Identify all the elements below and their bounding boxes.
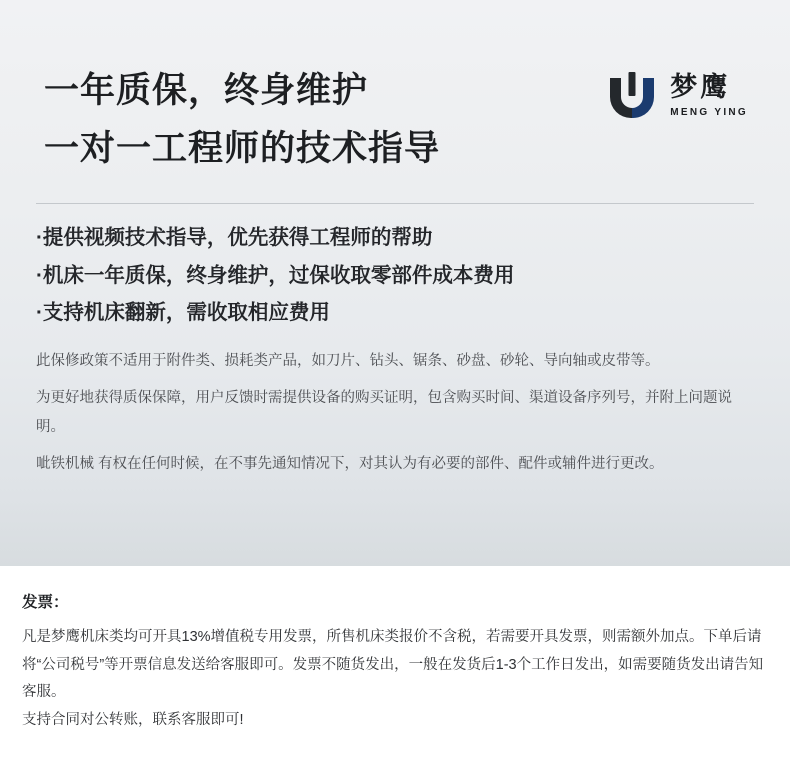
headline-line-2: 一对一工程师的技术指导 — [44, 128, 441, 168]
brand-name-en: MENG YING — [670, 107, 748, 118]
mengying-logo-icon — [606, 70, 658, 122]
invoice-paragraph: 支持合同对公转账，联系客服即可! — [22, 712, 244, 729]
warranty-bullet-list — [36, 228, 750, 341]
section-divider — [36, 203, 754, 204]
banner-headline — [44, 62, 564, 178]
terms-paragraph: 为更好地获得质保保障，用户反馈时需提供设备的购买证明，包含购买时间、渠道设备序列号，并附上问题说明。 — [36, 390, 732, 435]
list-item: ·提供视频技术指导，优先获得工程师的帮助 — [36, 226, 433, 249]
terms-paragraph: 此保修政策不适用于附件类、损耗类产品，如刀片、钻头、锯条、砂盘、砂轮、导向轴或皮带等。 — [36, 353, 660, 369]
brand-logo — [606, 70, 748, 122]
list-item: ·支持机床翻新，需收取相应费用 — [36, 301, 330, 324]
terms-paragraph: 呲铁机械 有权在任何时候，在不事先通知情况下，对其认为有必要的部件、配件或辅件进行更改。 — [36, 456, 664, 472]
headline-line-1: 一年质保，终身维护 — [44, 71, 369, 110]
invoice-paragraph: 凡是梦鹰机床类均可开具13%增值税专用发票，所售机床类报价不含税，若需要开具发票，则需额外加点。下单后请将“公司税号”等开票信息发送给客服即可。发票不随货发出，一般在发货后1-3个工作日发出，如需要随货发出请告知客服。 — [22, 628, 764, 701]
invoice-body — [22, 624, 764, 735]
invoice-title: 发票： — [22, 594, 69, 611]
warranty-terms — [36, 347, 750, 479]
list-item: ·机床一年质保，终身维护，过保收取零部件成本费用 — [36, 263, 515, 287]
invoice-section — [0, 566, 790, 774]
brand-name-cn: 梦鹰 — [670, 72, 731, 102]
brand-text — [670, 74, 748, 118]
